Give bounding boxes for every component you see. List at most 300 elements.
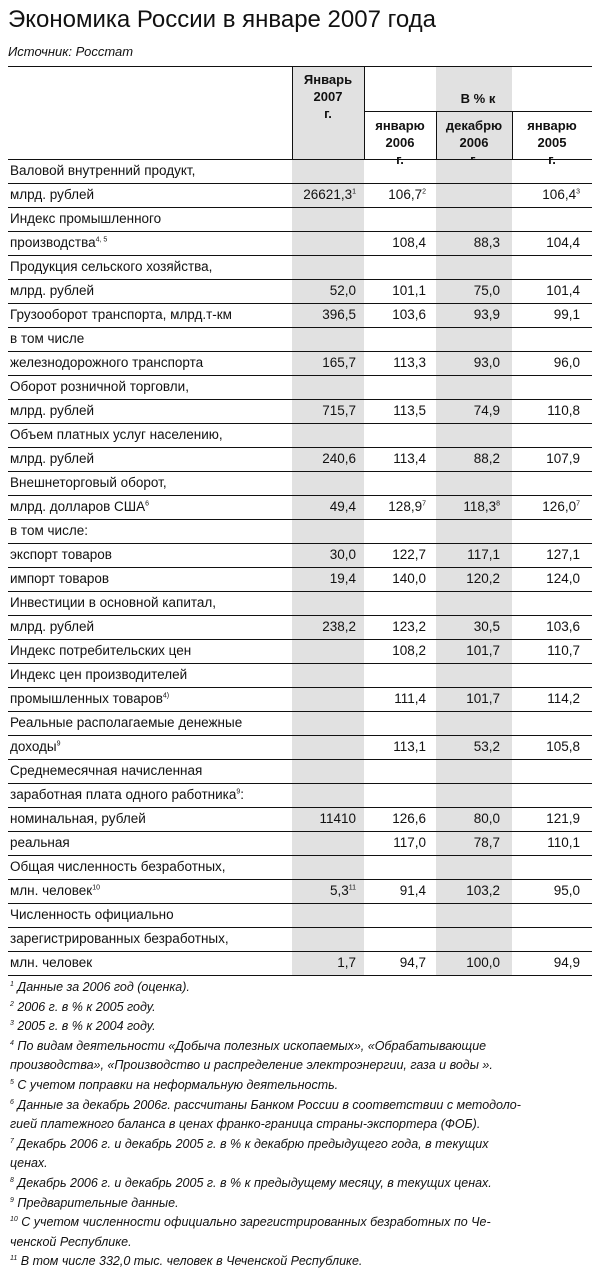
cell-value: 126,0$^7$ xyxy=(542,499,580,514)
cell-value: 110,7 xyxy=(547,643,580,658)
footnote-text: С учетом поправки на неформальную деятельность. xyxy=(17,1077,339,1092)
cell-a xyxy=(292,184,364,207)
footnote-number: 8 xyxy=(10,1176,14,1184)
cell-b xyxy=(364,712,436,735)
cell-value: 94,7 xyxy=(399,955,426,970)
cell-value: 101,7 xyxy=(466,643,500,658)
cell-a xyxy=(292,952,364,975)
row-label: зарегистрированных безработных, xyxy=(10,931,229,946)
cell-c xyxy=(436,400,512,423)
cell-a xyxy=(292,616,364,639)
cell-value: 110,8 xyxy=(547,403,580,418)
footnote-text: 2006 г. в % к 2005 году. xyxy=(17,999,156,1014)
footnote-number: 4 xyxy=(10,1039,14,1047)
table-row xyxy=(8,832,592,856)
cell-c xyxy=(436,184,512,207)
footnote-text: По видам деятельности «Добыча полезных ископаемых», «Обрабатывающие xyxy=(17,1038,487,1053)
table-row xyxy=(8,520,592,544)
cell-d xyxy=(512,664,592,687)
cell-d xyxy=(512,808,592,831)
table-row xyxy=(8,712,592,736)
cell-value: 121,9 xyxy=(546,811,580,826)
cell-a xyxy=(292,400,364,423)
cell-value: 101,1 xyxy=(392,283,426,298)
footnote-marker: 11 xyxy=(348,884,356,892)
cell-d xyxy=(512,880,592,903)
economy-table xyxy=(8,66,592,976)
table-row xyxy=(8,304,592,328)
footnote-text: ценах. xyxy=(10,1156,48,1171)
cell-d xyxy=(512,472,592,495)
table-row xyxy=(8,568,592,592)
cell-d xyxy=(512,592,592,615)
cell-value: 88,2 xyxy=(473,451,500,466)
cell-a xyxy=(292,304,364,327)
cell-c xyxy=(436,928,512,951)
cell-b xyxy=(364,904,436,927)
cell-value: 11410 xyxy=(319,811,356,826)
cell-value: 103,6 xyxy=(392,307,426,322)
footnote xyxy=(10,1017,590,1037)
footnote xyxy=(10,1056,590,1076)
row-label: импорт товаров xyxy=(10,571,110,586)
cell-d xyxy=(512,904,592,927)
cell-b xyxy=(364,856,436,879)
cell-b xyxy=(364,256,436,279)
footnote-number: 10 xyxy=(10,1215,18,1223)
cell-c xyxy=(436,568,512,591)
table-body xyxy=(8,160,592,976)
cell-d xyxy=(512,352,592,375)
footnote-number: 3 xyxy=(10,1020,14,1028)
cell-d xyxy=(512,256,592,279)
cell-c xyxy=(436,520,512,543)
table-row xyxy=(8,472,592,496)
cell-d xyxy=(512,568,592,591)
cell-d xyxy=(512,496,592,519)
cell-value: 396,5 xyxy=(322,307,356,322)
table-row xyxy=(8,736,592,760)
cell-value: 114,2 xyxy=(547,691,580,706)
cell-d xyxy=(512,232,592,255)
footnote-marker: 7 xyxy=(576,500,580,508)
table-row xyxy=(8,544,592,568)
footnote-number: 2 xyxy=(10,1000,14,1008)
row-label: Среднемесячная начисленная xyxy=(10,763,203,778)
cell-d xyxy=(512,832,592,855)
cell-d xyxy=(512,376,592,399)
cell-d xyxy=(512,640,592,663)
cell-d xyxy=(512,616,592,639)
cell-c xyxy=(436,448,512,471)
footnote xyxy=(10,1115,590,1135)
footnote-marker: 8 xyxy=(496,500,500,508)
cell-value: 91,4 xyxy=(399,883,426,898)
cell-value: 117,1 xyxy=(467,547,500,562)
row-label: экспорт товаров xyxy=(10,547,112,562)
cell-a xyxy=(292,160,364,183)
row-label: железнодорожного транспорта xyxy=(10,355,204,370)
row-label: млрд. рублей xyxy=(10,283,95,298)
cell-c xyxy=(436,736,512,759)
cell-d xyxy=(512,280,592,303)
cell-c xyxy=(436,688,512,711)
footnote-marker: 9 xyxy=(236,788,241,796)
cell-a xyxy=(292,376,364,399)
cell-c xyxy=(436,328,512,351)
cell-a xyxy=(292,664,364,687)
cell-b xyxy=(364,928,436,951)
document xyxy=(8,0,592,1269)
cell-value: 108,4 xyxy=(392,235,426,250)
cell-value: 111,4 xyxy=(394,691,426,706)
cell-a xyxy=(292,496,364,519)
footnote xyxy=(10,1154,590,1174)
cell-value: 165,7 xyxy=(322,355,356,370)
row-label: млн. человек$^{10}$ xyxy=(10,883,100,898)
cell-d xyxy=(512,928,592,951)
cell-value: 30,5 xyxy=(473,619,500,634)
footnote xyxy=(10,1213,590,1233)
footnote-text: В том числе 332,0 тыс. человек в Чеченской Республике. xyxy=(20,1254,363,1269)
cell-d xyxy=(512,208,592,231)
row-label: млрд. рублей xyxy=(10,403,95,418)
table-row xyxy=(8,808,592,832)
cell-d xyxy=(512,688,592,711)
cell-value: 128,9$^7$ xyxy=(388,499,426,514)
cell-a xyxy=(292,208,364,231)
header-dec-2006: декабрю 2006 xyxy=(445,118,503,150)
cell-value: 126,6 xyxy=(392,811,426,826)
footnote-marker: 10 xyxy=(92,884,100,892)
cell-b xyxy=(364,424,436,447)
cell-value: 80,0 xyxy=(473,811,500,826)
cell-c xyxy=(436,208,512,231)
table-row xyxy=(8,616,592,640)
cell-c xyxy=(436,856,512,879)
footnote xyxy=(10,1233,590,1253)
table-row xyxy=(8,760,592,784)
cell-a xyxy=(292,520,364,543)
table-row xyxy=(8,208,592,232)
cell-value: 113,1 xyxy=(393,739,426,754)
cell-b xyxy=(364,952,436,975)
cell-d xyxy=(512,160,592,183)
row-label: в том числе: xyxy=(10,523,88,538)
cell-b xyxy=(364,232,436,255)
cell-value: 94,9 xyxy=(553,955,580,970)
cell-a xyxy=(292,688,364,711)
cell-value: 122,7 xyxy=(392,547,426,562)
cell-c xyxy=(436,544,512,567)
cell-a xyxy=(292,544,364,567)
cell-value: 1,7 xyxy=(337,955,356,970)
cell-b xyxy=(364,376,436,399)
row-label: Валовой внутренний продукт, xyxy=(10,163,196,178)
cell-value: 127,1 xyxy=(546,547,580,562)
footnote-text: С учетом численности официально зарегистрированных безработных по Че- xyxy=(21,1215,491,1230)
table-row xyxy=(8,856,592,880)
cell-b xyxy=(364,280,436,303)
table-header xyxy=(8,66,592,167)
cell-b xyxy=(364,184,436,207)
cell-b xyxy=(364,640,436,663)
cell-c xyxy=(436,904,512,927)
footnote-marker: 1 xyxy=(352,188,356,196)
footnote xyxy=(10,978,590,998)
cell-c xyxy=(436,808,512,831)
cell-value: 238,2 xyxy=(322,619,356,634)
cell-c xyxy=(436,352,512,375)
footnote-text: производства», «Производство и распределение электроэнергии, газа и воды ». xyxy=(10,1058,493,1073)
cell-value: 104,4 xyxy=(546,235,580,250)
row-label: Реальные располагаемые денежные xyxy=(10,715,243,730)
row-label: Грузооборот транспорта, млрд.т-км xyxy=(10,307,232,322)
cell-value: 100,0 xyxy=(466,955,500,970)
cell-value: 110,1 xyxy=(547,835,580,850)
cell-d xyxy=(512,712,592,735)
cell-a xyxy=(292,784,364,807)
table-row xyxy=(8,928,592,952)
cell-c xyxy=(436,256,512,279)
footnote xyxy=(10,1076,590,1096)
cell-value: 113,3 xyxy=(393,355,426,370)
cell-b xyxy=(364,400,436,423)
cell-value: 113,4 xyxy=(393,451,426,466)
cell-b xyxy=(364,880,436,903)
footnote-number: 7 xyxy=(10,1137,14,1145)
cell-a xyxy=(292,832,364,855)
cell-value: 106,4$^3$ xyxy=(542,187,580,202)
cell-b xyxy=(364,736,436,759)
cell-b xyxy=(364,808,436,831)
cell-value: 88,3 xyxy=(473,235,500,250)
cell-a xyxy=(292,472,364,495)
cell-b xyxy=(364,688,436,711)
row-label: Индекс цен производителей xyxy=(10,667,188,682)
cell-a xyxy=(292,928,364,951)
row-label: Продукция сельского хозяйства, xyxy=(10,259,213,274)
row-label: заработная плата одного работника$^9$: xyxy=(10,787,245,802)
cell-d xyxy=(512,520,592,543)
cell-a xyxy=(292,280,364,303)
footnote xyxy=(10,1194,590,1214)
cell-value: 95,0 xyxy=(553,883,580,898)
table-row xyxy=(8,400,592,424)
table-row xyxy=(8,232,592,256)
table-row xyxy=(8,328,592,352)
cell-c xyxy=(436,232,512,255)
table-row xyxy=(8,664,592,688)
row-label: млрд. рублей xyxy=(10,619,95,634)
cell-value: 93,0 xyxy=(473,355,500,370)
row-label: млрд. долларов США$^6$ xyxy=(10,499,150,514)
cell-a xyxy=(292,328,364,351)
cell-c xyxy=(436,760,512,783)
cell-b xyxy=(364,616,436,639)
cell-b xyxy=(364,568,436,591)
cell-value: 103,2 xyxy=(466,883,500,898)
footnote-marker: 9 xyxy=(56,740,61,748)
footnote xyxy=(10,1096,590,1116)
footnote-text: Предварительные данные. xyxy=(17,1195,179,1210)
footnote-marker: 3 xyxy=(576,188,580,196)
row-label: доходы$^9$ xyxy=(10,739,61,754)
cell-value: 99,1 xyxy=(553,307,580,322)
cell-value: 30,0 xyxy=(329,547,356,562)
cell-c xyxy=(436,784,512,807)
cell-a xyxy=(292,880,364,903)
row-label: Объем платных услуг населению, xyxy=(10,427,223,442)
footnote-text: Данные за 2006 год (оценка). xyxy=(17,980,190,994)
cell-c xyxy=(436,832,512,855)
row-label: промышленных товаров$^{4)}$ xyxy=(10,691,170,706)
cell-b xyxy=(364,352,436,375)
cell-d xyxy=(512,856,592,879)
footnote xyxy=(10,998,590,1018)
cell-c xyxy=(436,640,512,663)
row-label: Численность официально xyxy=(10,907,174,922)
cell-d xyxy=(512,736,592,759)
row-label: млрд. рублей xyxy=(10,451,95,466)
cell-value: 715,7 xyxy=(322,403,356,418)
cell-a xyxy=(292,448,364,471)
cell-d xyxy=(512,304,592,327)
footnote-number: 11 xyxy=(10,1255,18,1263)
cell-value: 117,0 xyxy=(393,835,426,850)
cell-d xyxy=(512,424,592,447)
cell-b xyxy=(364,304,436,327)
cell-a xyxy=(292,808,364,831)
cell-a xyxy=(292,760,364,783)
cell-c xyxy=(436,472,512,495)
header-jan-2005: январю 2005 г. xyxy=(527,118,577,167)
header-january-2007: Январь 2007 г. xyxy=(303,72,353,121)
footnote-number: 5 xyxy=(10,1078,14,1086)
cell-a xyxy=(292,904,364,927)
cell-value: 26621,3$^1$ xyxy=(303,187,356,202)
footnote-number: 6 xyxy=(10,1098,14,1106)
cell-b xyxy=(364,784,436,807)
cell-c xyxy=(436,712,512,735)
cell-c xyxy=(436,496,512,519)
footnote-marker: 4, 5 xyxy=(95,236,108,244)
cell-value: 106,7$^2$ xyxy=(388,187,426,202)
cell-value: 108,2 xyxy=(392,643,426,658)
cell-a xyxy=(292,640,364,663)
footnote xyxy=(10,1174,590,1194)
cell-value: 101,4 xyxy=(546,283,580,298)
cell-b xyxy=(364,520,436,543)
cell-value: 75,0 xyxy=(473,283,500,298)
table-row xyxy=(8,904,592,928)
cell-b xyxy=(364,760,436,783)
cell-value: $5,3^{11}$ xyxy=(329,883,356,898)
table-row xyxy=(8,952,592,976)
table-row xyxy=(8,880,592,904)
cell-a xyxy=(292,256,364,279)
cell-value: 93,9 xyxy=(473,307,500,322)
cell-a xyxy=(292,568,364,591)
cell-value: 140,0 xyxy=(392,571,426,586)
row-label: в том числе xyxy=(10,331,85,346)
cell-a xyxy=(292,712,364,735)
row-label: Индекс потребительских цен xyxy=(10,643,192,658)
row-label: Оборот розничной торговли, xyxy=(10,379,189,394)
table-row xyxy=(8,352,592,376)
cell-value: 120,2 xyxy=(466,571,500,586)
table-row xyxy=(8,376,592,400)
cell-value: 113,5 xyxy=(393,403,426,418)
footnote-text: ченской Республике. xyxy=(10,1234,132,1249)
cell-a xyxy=(292,736,364,759)
cell-c xyxy=(436,664,512,687)
cell-d xyxy=(512,184,592,207)
table-row xyxy=(8,448,592,472)
header-percent-group: В % к xyxy=(460,91,496,106)
cell-b xyxy=(364,832,436,855)
cell-value: 107,9 xyxy=(546,451,580,466)
cell-b xyxy=(364,448,436,471)
cell-d xyxy=(512,328,592,351)
cell-b xyxy=(364,496,436,519)
row-label: производства$^{4, 5}$ xyxy=(10,235,108,250)
cell-c xyxy=(436,592,512,615)
cell-b xyxy=(364,592,436,615)
table-row xyxy=(8,424,592,448)
cell-value: 96,0 xyxy=(553,355,580,370)
footnote-marker: 4) xyxy=(162,692,170,700)
row-label: Внешнеторговый оборот, xyxy=(10,475,167,490)
table-row xyxy=(8,640,592,664)
cell-c xyxy=(436,616,512,639)
cell-a xyxy=(292,424,364,447)
row-label: млн. человек xyxy=(10,955,93,970)
header-jan-2006: январю 2006 г. xyxy=(375,118,425,167)
table-row xyxy=(8,256,592,280)
cell-value: 101,7 xyxy=(466,691,500,706)
cell-a xyxy=(292,352,364,375)
footnote-text: Декабрь 2006 г. и декабрь 2005 г. в % к декабрю предыдущего года, в текущих xyxy=(17,1136,489,1151)
cell-value: 240,6 xyxy=(322,451,356,466)
footnote-number: 9 xyxy=(10,1196,14,1204)
row-label: млрд. рублей xyxy=(10,187,95,202)
cell-d xyxy=(512,784,592,807)
cell-c xyxy=(436,376,512,399)
cell-b xyxy=(364,328,436,351)
row-label: Инвестиции в основной капитал, xyxy=(10,595,217,610)
cell-d xyxy=(512,952,592,975)
row-label: реальная xyxy=(10,835,70,850)
cell-d xyxy=(512,400,592,423)
cell-d xyxy=(512,760,592,783)
cell-value: 105,8 xyxy=(546,739,580,754)
cell-d xyxy=(512,544,592,567)
cell-value: 103,6 xyxy=(546,619,580,634)
cell-b xyxy=(364,664,436,687)
cell-d xyxy=(512,448,592,471)
source-line: Источник: Росстат xyxy=(8,44,134,59)
footnote-text: Данные за декабрь 2006г. рассчитаны Банком России в соответствии с методоло- xyxy=(17,1097,521,1112)
cell-value: 49,4 xyxy=(329,499,356,514)
footnote xyxy=(10,1252,590,1272)
cell-c xyxy=(436,952,512,975)
footnotes xyxy=(10,978,590,1272)
cell-c xyxy=(436,160,512,183)
footnote-marker: 6 xyxy=(145,500,150,508)
table-row xyxy=(8,160,592,184)
cell-value: 118,3$^8$ xyxy=(463,499,500,514)
